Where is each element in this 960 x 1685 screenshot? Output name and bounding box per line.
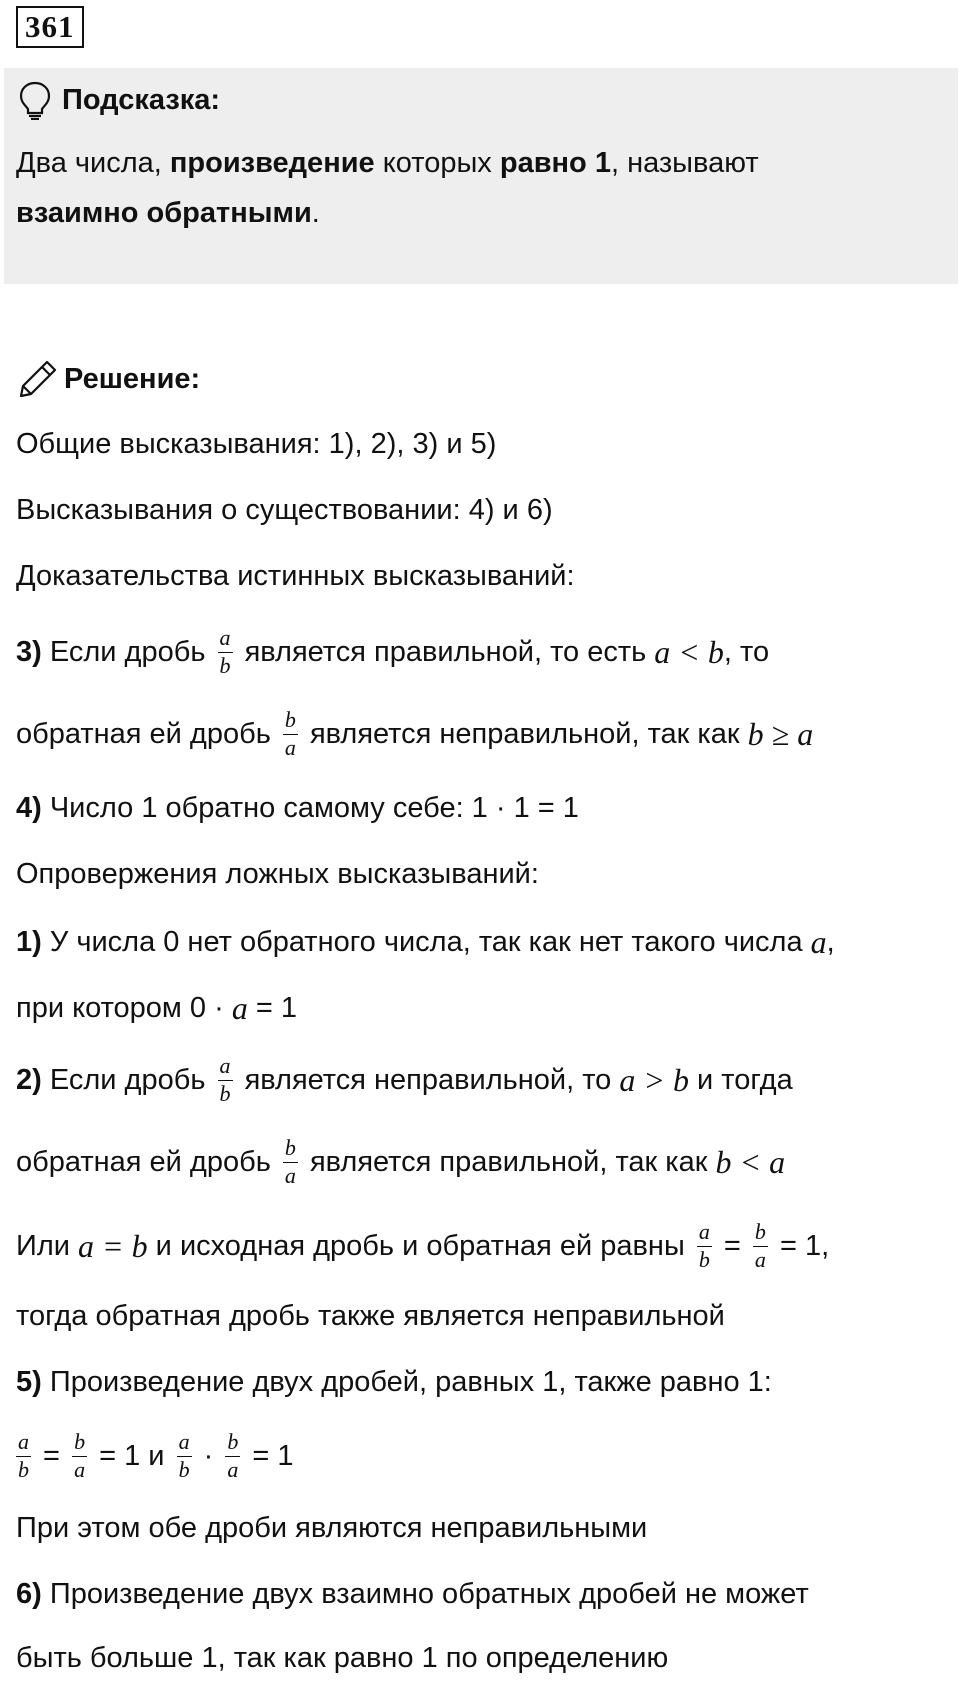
hint-text (16, 138, 936, 238)
item-5-line-3 (16, 1506, 951, 1550)
fraction (283, 708, 298, 760)
hint-bold-equals-one: равно 1 (499, 147, 611, 179)
hint-bold-product: произведение (169, 147, 375, 179)
text: быть больше 1, так как равно 1 по определению (16, 1641, 669, 1674)
text: Высказывания о существовании: 4) и 6) (16, 493, 553, 526)
numerator: b (753, 1220, 768, 1247)
item-2-line-3 (16, 1214, 951, 1278)
text: является правильной, то есть (236, 635, 655, 668)
text: Произведение двух взаимно обратных дробей не может (41, 1577, 809, 1610)
numerator: a (218, 1054, 233, 1081)
denominator: a (754, 1247, 766, 1272)
item-6-line-2 (16, 1636, 951, 1680)
task-number: 361 (16, 6, 84, 48)
text: При этом обе дроби являются неправильными (16, 1511, 648, 1544)
denominator: a (284, 1163, 296, 1188)
text: = (35, 1439, 69, 1472)
denominator: b (18, 1457, 29, 1482)
hint-text-part: которых (374, 147, 500, 179)
item-number: 3) (16, 635, 42, 668)
text: = 1 (247, 991, 298, 1024)
text: Если дробь (41, 635, 214, 668)
item-number: 4) (16, 791, 42, 824)
text: Или (16, 1229, 79, 1262)
numerator: a (697, 1220, 712, 1247)
fraction (72, 1430, 87, 1482)
denominator: a (227, 1457, 239, 1482)
math-expression: a < b (654, 633, 724, 670)
fraction (218, 626, 233, 678)
hint-header (18, 78, 220, 122)
text: Если дробь (41, 1063, 214, 1096)
numerator: a (16, 1430, 31, 1457)
text: , то (723, 635, 770, 668)
numerator: a (177, 1430, 192, 1457)
item-4-line (16, 786, 951, 830)
denominator: b (219, 653, 231, 678)
item-5-equation (16, 1424, 951, 1488)
pencil-icon (18, 359, 58, 399)
item-6-line-1 (16, 1572, 951, 1616)
text: У числа 0 нет обратного числа, так как нет такого числа (41, 925, 811, 958)
item-3-line-1 (16, 620, 951, 684)
solution-header (18, 356, 200, 402)
fraction (697, 1220, 712, 1272)
text: при котором 0 · (16, 991, 232, 1024)
numerator: b (225, 1430, 240, 1457)
text: = 1 и (91, 1439, 173, 1472)
text: Опровержения ложных высказываний: (16, 857, 539, 890)
math-variable: a (810, 923, 827, 960)
item-1-line-1 (16, 918, 951, 966)
item-1-line-2 (16, 984, 951, 1032)
denominator: b (698, 1247, 710, 1272)
denominator: a (74, 1457, 86, 1482)
refutations-heading-line (16, 852, 951, 896)
fraction (177, 1430, 192, 1482)
text: и тогда (688, 1063, 793, 1096)
item-2-line-2 (16, 1130, 951, 1194)
numerator: b (72, 1430, 87, 1457)
proofs-heading-line (16, 554, 951, 598)
text: и исходная дробь и обратная ей равны (147, 1229, 693, 1262)
fraction (218, 1054, 233, 1106)
item-2-line-4 (16, 1294, 951, 1338)
text: Доказательства истинных высказываний: (16, 559, 575, 592)
text: Число 1 обратно самому себе: 1 · 1 = 1 (41, 791, 579, 824)
item-5-line-1 (16, 1360, 951, 1404)
text: является правильной, так как (301, 1145, 716, 1178)
text: Произведение двух дробей, равных 1, также равно 1: (41, 1365, 772, 1398)
numerator: b (283, 1136, 298, 1163)
item-2-line-1 (16, 1048, 951, 1112)
text: , (826, 925, 835, 958)
hint-bold-reciprocal: взаимно обратными (16, 197, 312, 229)
fraction (225, 1430, 240, 1482)
text: = (715, 1229, 749, 1262)
item-number: 2) (16, 1063, 42, 1096)
math-variable: a (231, 989, 248, 1026)
existence-statements-line (16, 488, 951, 532)
numerator: b (283, 708, 298, 735)
item-3-line-2 (16, 702, 951, 766)
fraction (753, 1220, 768, 1272)
hint-box (4, 68, 958, 284)
text: тогда обратная дробь также является неправильной (16, 1299, 725, 1332)
item-number: 5) (16, 1365, 42, 1398)
math-expression: a = b (78, 1227, 148, 1264)
hint-title: Подсказка: (62, 83, 221, 116)
text: обратная ей дробь (16, 1145, 279, 1178)
fraction (283, 1136, 298, 1188)
fraction (16, 1430, 31, 1482)
text: Общие высказывания: 1), 2), 3) и 5) (16, 427, 497, 460)
text: = 1 (244, 1439, 294, 1472)
text: является неправильной, то (236, 1063, 620, 1096)
hint-text-part: . (311, 197, 320, 229)
lightbulb-icon (18, 80, 52, 120)
numerator: a (218, 626, 233, 653)
text: обратная ей дробь (16, 717, 279, 750)
text: = 1, (771, 1229, 830, 1262)
math-expression: a > b (619, 1061, 689, 1098)
math-expression: b ≥ a (747, 715, 814, 752)
item-number: 1) (16, 925, 42, 958)
general-statements-line (16, 422, 951, 466)
denominator: a (284, 735, 296, 760)
solution-title: Решение: (64, 362, 201, 395)
text: является неправильной, так как (301, 717, 748, 750)
math-expression: b < a (715, 1143, 786, 1180)
item-number: 6) (16, 1577, 42, 1610)
denominator: b (178, 1457, 190, 1482)
text: · (195, 1439, 222, 1472)
hint-text-part: , называют (610, 147, 759, 179)
hint-text-part: Два числа, (16, 147, 170, 179)
denominator: b (219, 1081, 231, 1106)
